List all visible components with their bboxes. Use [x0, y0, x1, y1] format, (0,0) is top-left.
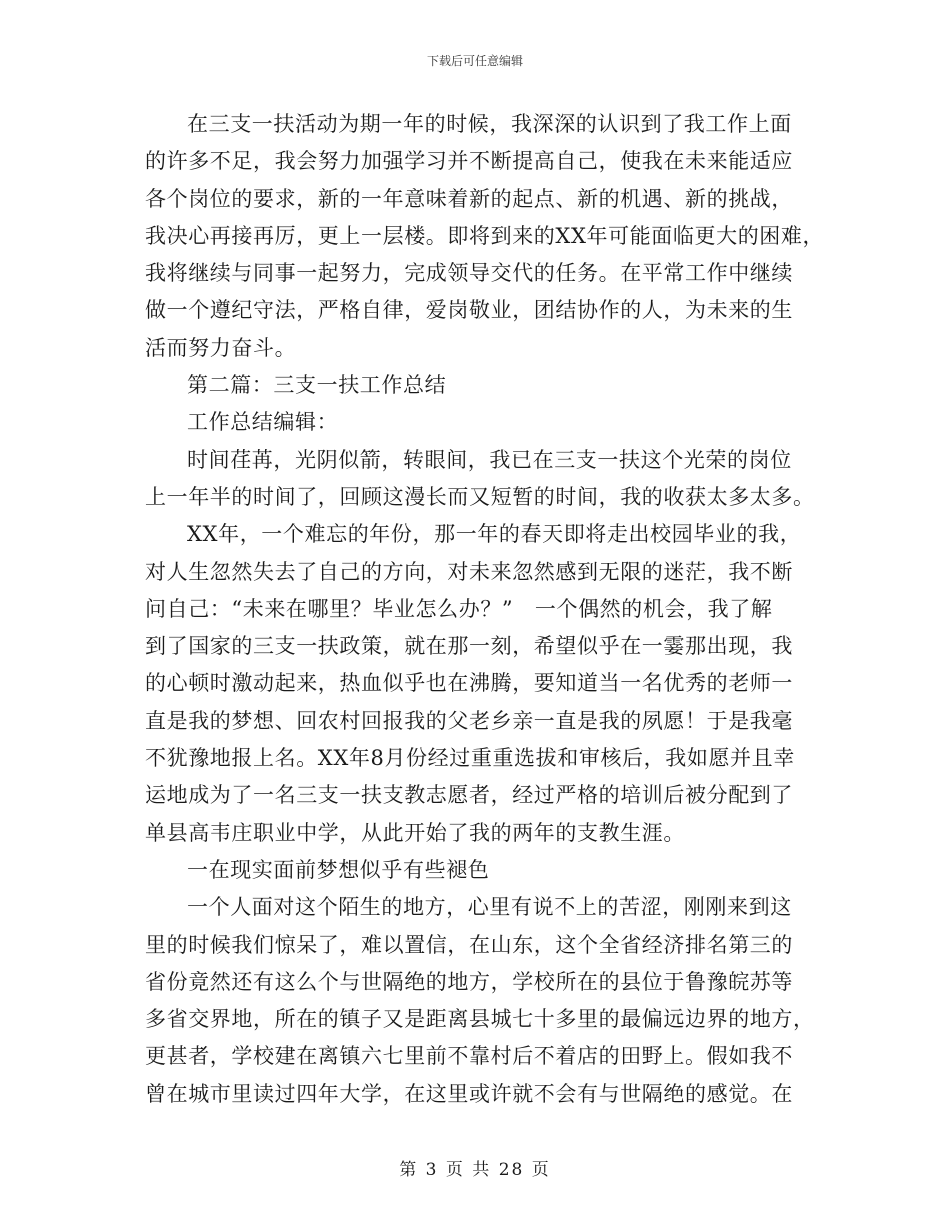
text-line: 活而努力奋斗。 [145, 335, 297, 360]
text-line: 运地成为了一名三支一扶支教志愿者，经过严格的培训后被分配到了 [145, 783, 793, 808]
subheading: 工作总结编辑： [187, 410, 339, 435]
text-line: 的心顿时激动起来，热血似乎也在沸腾，要知道当一名优秀的老师一 [145, 671, 793, 696]
text-line: 省份竟然还有这么个与世隔绝的地方，学校所在的县位于鲁豫皖苏等 [145, 969, 793, 994]
text-line: 多省交界地，所在的镇子又是距离县城七十多里的最偏远边界的地方， [145, 1007, 815, 1032]
text-line: 曾在城市里读过四年大学，在这里或许就不会有与世隔绝的感觉。在 [145, 1081, 793, 1106]
text-line: 我将继续与同事一起努力，完成领导交代的任务。在平常工作中继续 [145, 261, 793, 286]
section-heading: 第二篇：三支一扶工作总结 [187, 373, 447, 398]
text-line: 在三支一扶活动为期一年的时候，我深深的认识到了我工作上面 [187, 112, 792, 136]
text-line: 一个人面对这个陌生的地方，心里有说不上的苦涩，刚刚来到这 [187, 895, 792, 920]
text-line: 不犹豫地报上名。XX年8月份经过重重选拔和审核后，我如愿并且幸 [145, 746, 795, 771]
text-line: 上一年半的时间了，回顾这漫长而又短暂的时间，我的收获太多太多。 [145, 484, 815, 509]
text-line: XX年，一个难忘的年份，那一年的春天即将走出校园毕业的我， [187, 522, 802, 547]
text-line: 的许多不足，我会努力加强学习并不断提高自己，使我在未来能适应 [145, 149, 793, 174]
text-line: 到了国家的三支一扶政策，就在那一刻，希望似乎在一霎那出现，我 [145, 634, 793, 659]
text-line: 里的时候我们惊呆了，难以置信，在山东，这个全省经济排名第三的 [145, 932, 793, 957]
text-line: 更甚者，学校建在离镇六七里前不靠村后不着店的田野上。假如我不 [145, 1044, 793, 1069]
page-header: 下载后可任意编辑 [426, 54, 523, 68]
text-line: 单县高韦庄职业中学，从此开始了我的两年的支教生涯。 [145, 820, 685, 845]
text-line: 对人生忽然失去了自己的方向，对未来忽然感到无限的迷茫，我不断 [145, 559, 793, 584]
page-footer: 第 3 页 共 28 页 [399, 1160, 551, 1180]
text-line: 做一个遵纪守法，严格自律，爱岗敬业，团结协作的人，为未来的生 [145, 298, 793, 323]
text-line: 直是我的梦想、回农村回报我的父老乡亲一直是我的夙愿！于是我毫 [145, 708, 793, 733]
text-line: 问自己：“未来在哪里？毕业怎么办？” 一个偶然的机会，我了解 [145, 596, 773, 621]
text-line: 我决心再接再厉，更上一层楼。即将到来的XX年可能面临更大的困难， [145, 223, 825, 248]
subheading: 一在现实面前梦想似乎有些褪色 [187, 857, 490, 882]
body-text [145, 106, 825, 1113]
text-line: 各个岗位的要求，新的一年意味着新的起点、新的机遇、新的挑战， [145, 186, 793, 211]
text-line: 时间荏苒，光阴似箭，转眼间，我已在三支一扶这个光荣的岗位 [187, 447, 792, 472]
